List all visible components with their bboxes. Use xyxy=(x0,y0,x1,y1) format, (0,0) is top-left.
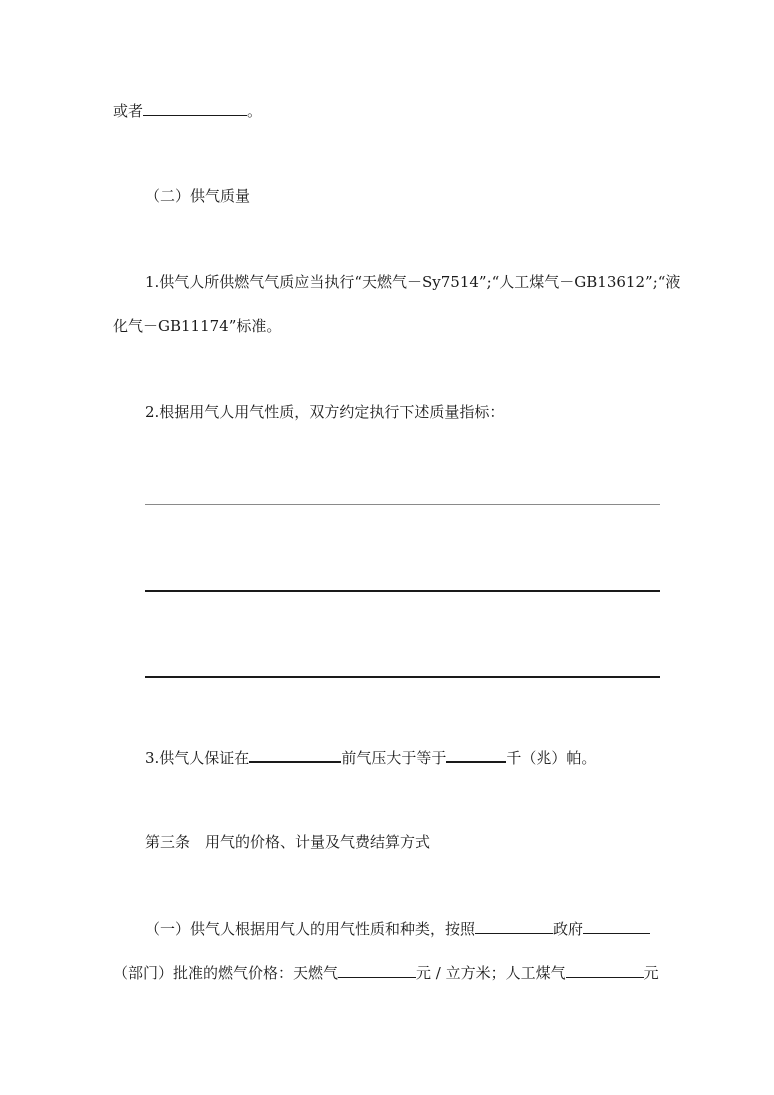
item3-line xyxy=(145,746,596,766)
government-blank[interactable] xyxy=(475,918,553,934)
price-line1 xyxy=(145,918,650,938)
item3-middle: 前气压大于等于 xyxy=(341,749,447,767)
quality-indicator-line-2[interactable] xyxy=(145,590,660,592)
or-line xyxy=(113,100,262,120)
item3-prefix: 3.供气人保证在 xyxy=(145,749,250,767)
location-blank[interactable] xyxy=(249,746,341,763)
or-suffix: 。 xyxy=(247,102,263,120)
item3-suffix: 千（兆）帕。 xyxy=(506,749,597,767)
article3-heading: 第三条 用气的价格、计量及气费结算方式 xyxy=(145,833,431,851)
quality-indicator-line-3[interactable] xyxy=(145,676,660,678)
price-line2-prefix: （部门）批准的燃气价格：天燃气 xyxy=(113,964,339,982)
item2-line: 2.根据用气人用气性质，双方约定执行下述质量指标： xyxy=(145,403,505,421)
quality-indicator-line-1[interactable] xyxy=(145,504,660,505)
price-line1-prefix: （一）供气人根据用气人的用气性质和种类，按照 xyxy=(145,920,476,938)
department-blank[interactable] xyxy=(583,918,650,934)
price-line2-suffix: 元 xyxy=(643,964,659,982)
section-heading-supply-quality: （二）供气质量 xyxy=(145,187,251,205)
price-line2-middle: 元 / 立方米；人工煤气 xyxy=(416,964,566,982)
price-line1-middle: 政府 xyxy=(553,920,584,938)
item1-line2: 化气－GB11174”标准。 xyxy=(113,317,282,335)
item1-line1: 1.供气人所供燃气气质应当执行“天燃气－Sy7514”;“人工煤气－GB13612”;“液 xyxy=(145,273,681,291)
pressure-blank[interactable] xyxy=(446,746,506,763)
or-blank[interactable] xyxy=(143,100,247,116)
natural-gas-price-blank[interactable] xyxy=(338,962,416,978)
price-line2 xyxy=(113,962,659,982)
or-prefix: 或者 xyxy=(113,102,144,120)
coal-gas-price-blank[interactable] xyxy=(566,962,644,978)
